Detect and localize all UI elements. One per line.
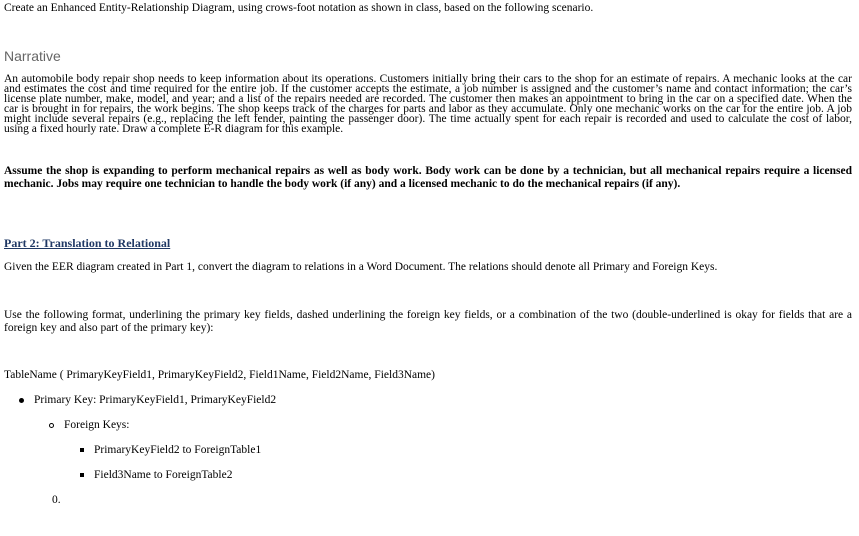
assumption-paragraph: Assume the shop is expanding to perform mechanical repairs as well as body work. Body work can be done by a technician, but all mechanical repairs require a licensed mechanic. Jobs may require one technician to handle the body work (if any) and a licensed mechanic to do the mechanical repairs (if any). (4, 165, 852, 190)
part2-heading: Part 2: Translation to Relational (4, 236, 171, 250)
primary-key-line: Primary Key: PrimaryKeyField1, PrimaryKeyField2 (34, 394, 277, 406)
narrative-heading: Narrative (4, 48, 61, 64)
foreign-key-item: PrimaryKeyField2 to ForeignTable1 (94, 444, 262, 456)
foreign-keys-label: Foreign Keys: (64, 419, 130, 431)
bullet-dot-icon (19, 398, 24, 403)
bullet-square-icon (80, 473, 84, 477)
bullet-square-icon (80, 448, 84, 452)
instruction-text: Create an Enhanced Entity-Relationship Diagram, using crows-foot notation as shown in class, based on the following scenario. (4, 2, 594, 14)
list-marker: 0. (52, 494, 61, 506)
format-instructions: Use the following format, underlining the primary key fields, dashed underlining the foreign key fields, or a combination of the two (double-underlined is okay for fields that are a foreign key and also part of the primary key): (4, 309, 852, 334)
narrative-paragraph: An automobile body repair shop needs to keep information about its operations. Customers initially bring their cars to the shop for an estimate of repairs. A mechanic looks at the car and estimates the cost and time required for the entire job. If the customer accepts the estimate, a job number is assigned and the customer’s name and contact information; the car’s license plate number, make, model, and year; and a list of the repairs needed are recorded. The customer then makes an appointment to bring in the car on a specified date. When the car is brought in for repairs, the work begins. The shop keeps track of the charges for parts and labor as they accumulate. Only one mechanic works on the car for the entire job. A job might include several repairs (e.g., replacing the left fender, painting the passenger door). The time actually spent for each repair is recorded and used to calculate the cost of labor, using a fixed hourly rate. Draw a complete E-R diagram for this example. (4, 73, 852, 135)
bullet-circle-icon (49, 423, 54, 428)
example-table-line: TableName ( PrimaryKeyField1, PrimaryKeyField2, Field1Name, Field2Name, Field3Name) (4, 369, 435, 381)
part2-intro-text: Given the EER diagram created in Part 1, convert the diagram to relations in a Word Document. The relations should denote all Primary and Foreign Keys. (4, 261, 718, 273)
foreign-key-item: Field3Name to ForeignTable2 (94, 469, 233, 481)
